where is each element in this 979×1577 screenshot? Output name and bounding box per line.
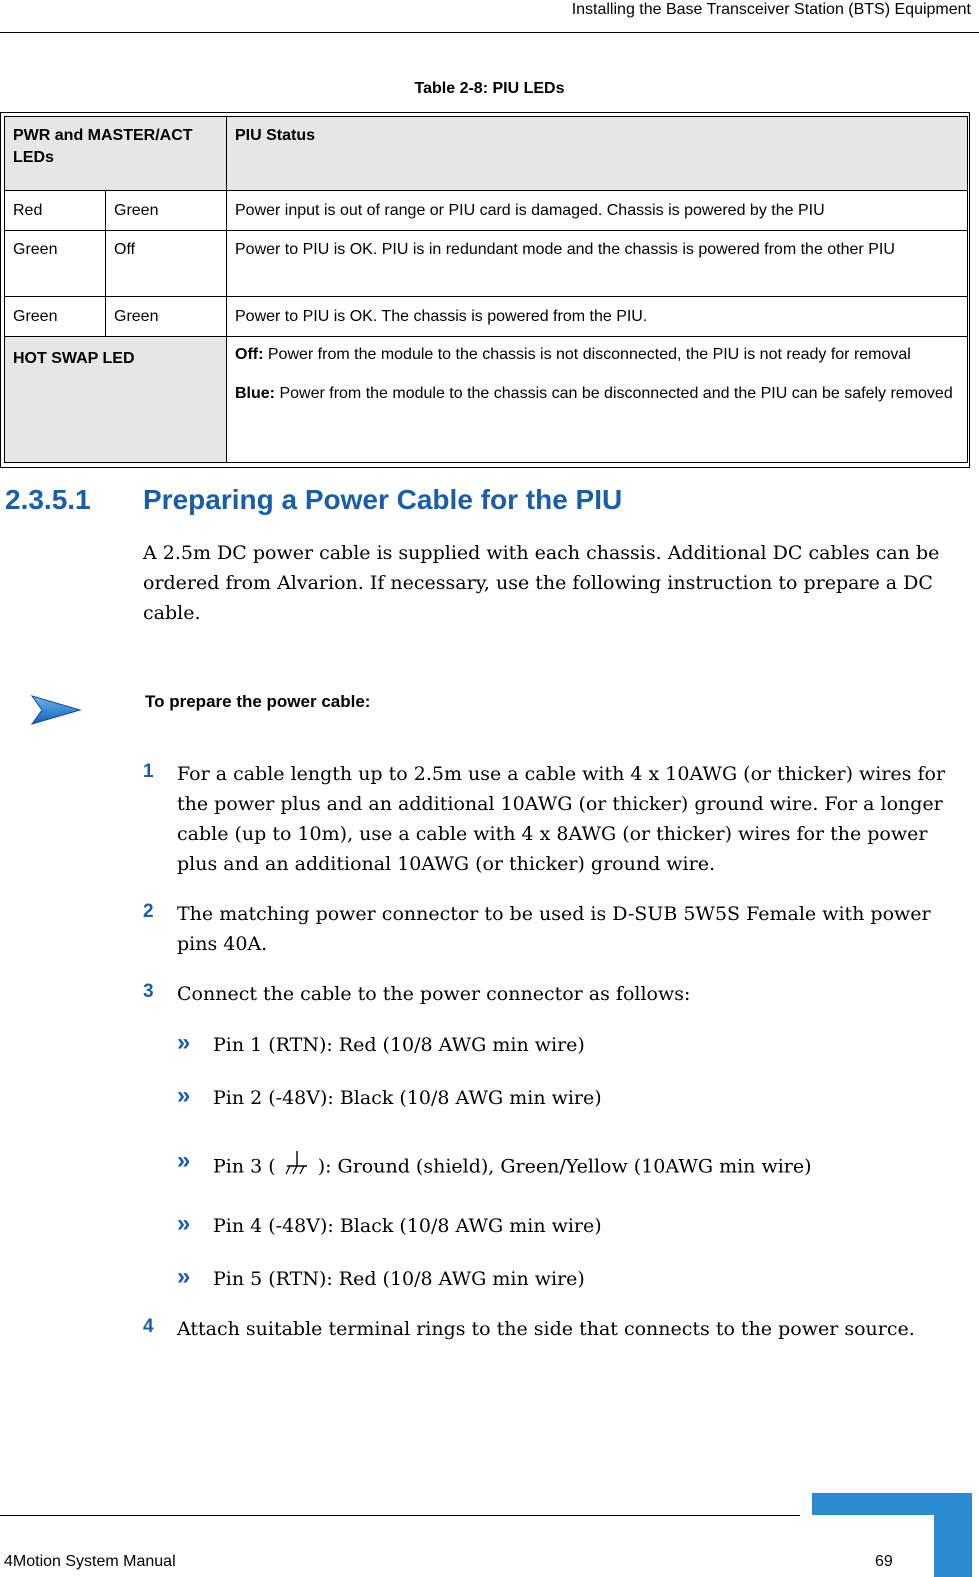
table-row [5,297,968,337]
pin-item-ground [213,1148,812,1187]
ground-symbol-icon [282,1148,312,1187]
hotswap-blue-label: Blue: [235,385,275,402]
pin-item: Pin 5 (RTN): Red (10/8 AWG min wire) [213,1268,585,1290]
step-number: 2 [143,901,154,922]
section-number: 2.3.5.1 [5,484,91,515]
hotswap-off-label: Off: [235,346,264,363]
hotswap-off-desc [235,341,959,368]
step-number: 4 [143,1316,154,1337]
status-cell: Power input is out of range or PIU card is damaged. Chassis is powered by the PIU [227,191,968,231]
table-row [5,231,968,297]
pin-text-pre: Pin 3 ( [213,1155,276,1178]
table-header-status: PIU Status [227,117,968,191]
step-text: For a cable length up to 2.5m use a cable with 4 x 10AWG (or thicker) wires for the power plus and an additional 10AWG (or thicker) ground wire. For a longer cable (up to 10m), use a cable with 4 x 8AWG (or thicker) wires for the power plus and an additional 10AWG (or thicker) ground wire. [177,763,946,875]
table-caption: Table 2-8: PIU LEDs [414,80,565,97]
pin-item: Pin 2 (-48V): Black (10/8 AWG min wire) [213,1087,602,1109]
table-row-hotswap [5,337,968,463]
master-led-cell: Green [106,191,227,231]
bullet-marker: » [177,1029,191,1056]
pwr-led-cell: Green [5,297,106,337]
status-cell: Power to PIU is OK. PIU is in redundant mode and the chassis is powered from the other PIU [227,231,968,297]
bullet-marker: » [177,1147,191,1174]
step-number: 1 [143,761,154,782]
pwr-led-cell: Green [5,231,106,297]
bullet-marker: » [177,1263,191,1290]
step-text: Attach suitable terminal rings to the side that connects to the power source. [177,1318,915,1340]
footer-manual-name: 4Motion System Manual [4,1553,176,1570]
pin-item: Pin 4 (-48V): Black (10/8 AWG min wire) [213,1215,602,1237]
pwr-led-cell: Red [5,191,106,231]
pin-item: Pin 1 (RTN): Red (10/8 AWG min wire) [213,1034,585,1056]
piu-led-table [4,116,968,463]
master-led-cell: Off [106,231,227,297]
section-body: A 2.5m DC power cable is supplied with each chassis. Additional DC cables can be ordered from Alvarion. If necessary, use the following instruction to prepare a DC cable. [143,542,940,624]
bullet-marker: » [177,1082,191,1109]
section-title: Preparing a Power Cable for the PIU [143,484,623,515]
arrow-icon [30,694,82,731]
running-header: Installing the Base Transceiver Station (BTS) Equipment [571,1,971,18]
footer-accent-tab [934,1493,972,1577]
header-rule [0,32,979,33]
status-cell: Power to PIU is OK. The chassis is powered from the PIU. [227,297,968,337]
step-number: 3 [143,981,154,1002]
hotswap-off-text: Power from the module to the chassis is not disconnected, the PIU is not ready for removal [263,346,911,363]
table-header-row [5,117,968,191]
hotswap-label-cell: HOT SWAP LED [5,337,227,463]
hotswap-blue-desc [235,380,959,407]
procedure-title: To prepare the power cable: [145,692,371,711]
table-header-leds: PWR and MASTER/ACT LEDs [5,117,227,191]
piu-led-table-frame [0,112,970,468]
footer-rule [0,1515,800,1516]
hotswap-blue-text: Power from the module to the chassis can be disconnected and the PIU can be safely removed [275,385,953,402]
master-led-cell: Green [106,297,227,337]
step-text: Connect the cable to the power connector as follows: [177,983,691,1005]
hotswap-status-cell [227,337,968,463]
step-text: The matching power connector to be used is D-SUB 5W5S Female with power pins 40A. [177,903,931,955]
table-row [5,191,968,231]
bullet-marker: » [177,1210,191,1237]
pin-text-post: ): Ground (shield), Green/Yellow (10AWG min wire) [317,1155,812,1178]
page-number: 69 [875,1553,893,1570]
